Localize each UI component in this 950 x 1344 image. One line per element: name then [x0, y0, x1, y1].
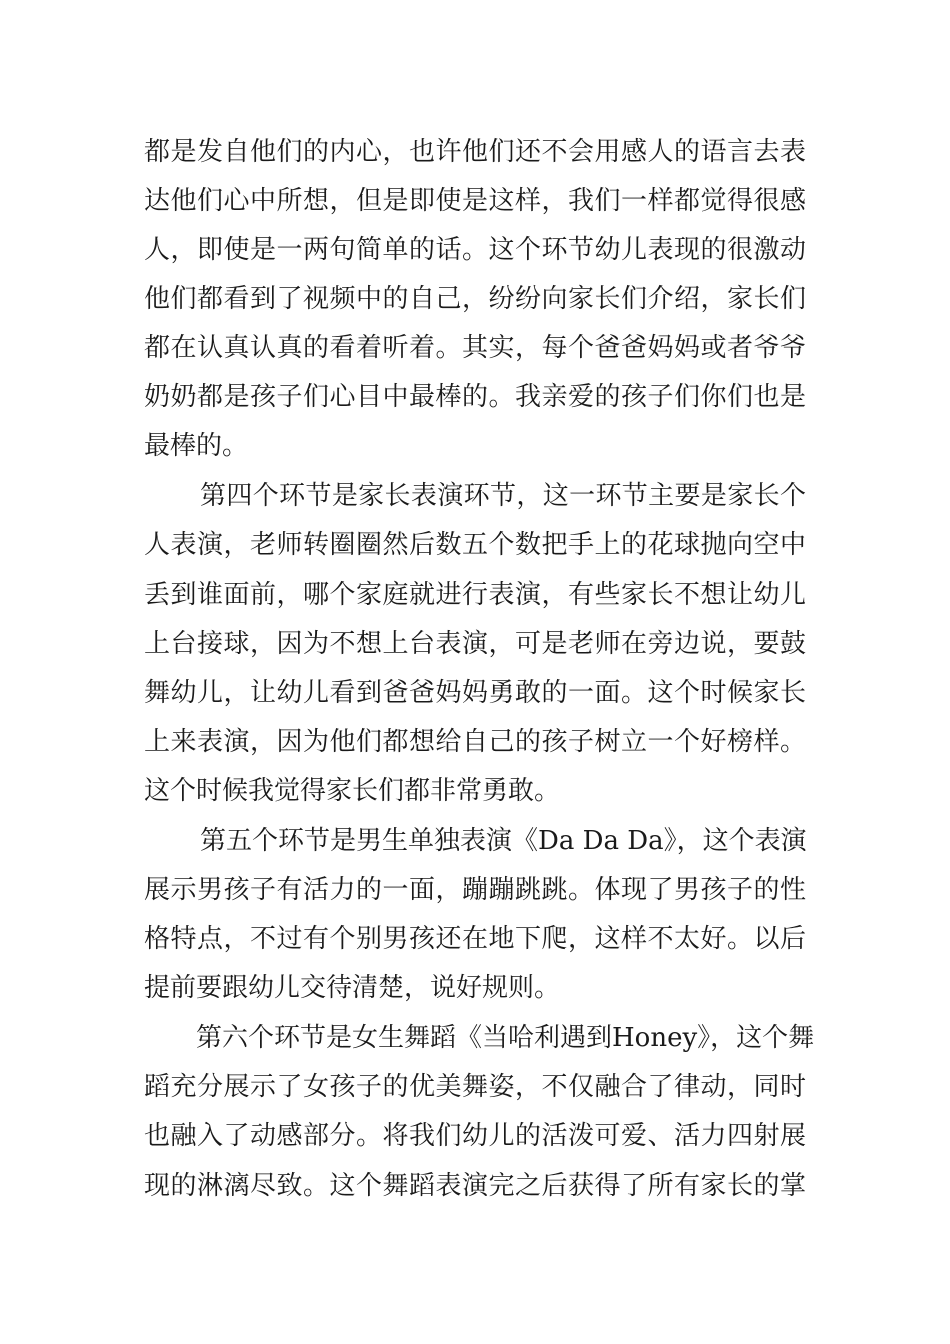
paragraph-3-line-2: 展示男孩子有活力的一面，蹦蹦跳跳。体现了男孩子的性	[144, 875, 806, 905]
paragraph-1-line-1: 都是发自他们的内心，也许他们还不会用感人的语言去表	[144, 137, 806, 167]
paragraph-2-line-4: 上台接球，因为不想上台表演，可是老师在旁边说，要鼓	[144, 629, 806, 659]
paragraph-1-line-3: 人，即使是一两句简单的话。这个环节幼儿表现的很激动	[144, 235, 806, 265]
paragraph-4-line-2: 蹈充分展示了女孩子的优美舞姿，不仅融合了律动，同时	[144, 1072, 806, 1102]
paragraph-2-line-3: 丢到谁面前，哪个家庭就进行表演，有些家长不想让幼儿	[144, 580, 806, 610]
paragraph-2-line-7: 这个时候我觉得家长们都非常勇敢。	[144, 776, 561, 806]
paragraph-4-line-3: 也融入了动感部分。将我们幼儿的活泼可爱、活力四射展	[144, 1121, 806, 1151]
paragraph-2-line-1: 第四个环节是家长表演环节，这一环节主要是家长个	[200, 481, 806, 511]
paragraph-4-line-4: 现的淋漓尽致。这个舞蹈表演完之后获得了所有家长的掌	[144, 1171, 806, 1201]
paragraph-3-line-3: 格特点，不过有个别男孩还在地下爬，这样不太好。以后	[144, 924, 806, 954]
paragraph-1-line-7: 最棒的。	[144, 431, 249, 461]
paragraph-3-line-1: 第五个环节是男生单独表演《Da Da Da》，这个表演	[200, 826, 807, 856]
paragraph-2-line-2: 人表演，老师转圈圈然后数五个数把手上的花球抛向空中	[144, 530, 806, 560]
paragraph-1-line-4: 他们都看到了视频中的自己，纷纷向家长们介绍，家长们	[144, 284, 806, 314]
paragraph-4-line-1: 第六个环节是女生舞蹈《当哈利遇到Honey》，这个舞	[196, 1023, 815, 1053]
paragraph-3-line-4: 提前要跟幼儿交待清楚，说好规则。	[144, 973, 561, 1003]
paragraph-1-line-5: 都在认真认真的看着听着。其实，每个爸爸妈妈或者爷爷	[144, 333, 806, 363]
paragraph-1-line-2: 达他们心中所想，但是即使是这样，我们一样都觉得很感	[144, 186, 806, 216]
paragraph-1-line-6: 奶奶都是孩子们心目中最棒的。我亲爱的孩子们你们也是	[144, 382, 806, 412]
paragraph-2-line-5: 舞幼儿，让幼儿看到爸爸妈妈勇敢的一面。这个时候家长	[144, 678, 806, 708]
paragraph-2-line-6: 上来表演，因为他们都想给自己的孩子树立一个好榜样。	[144, 727, 806, 757]
